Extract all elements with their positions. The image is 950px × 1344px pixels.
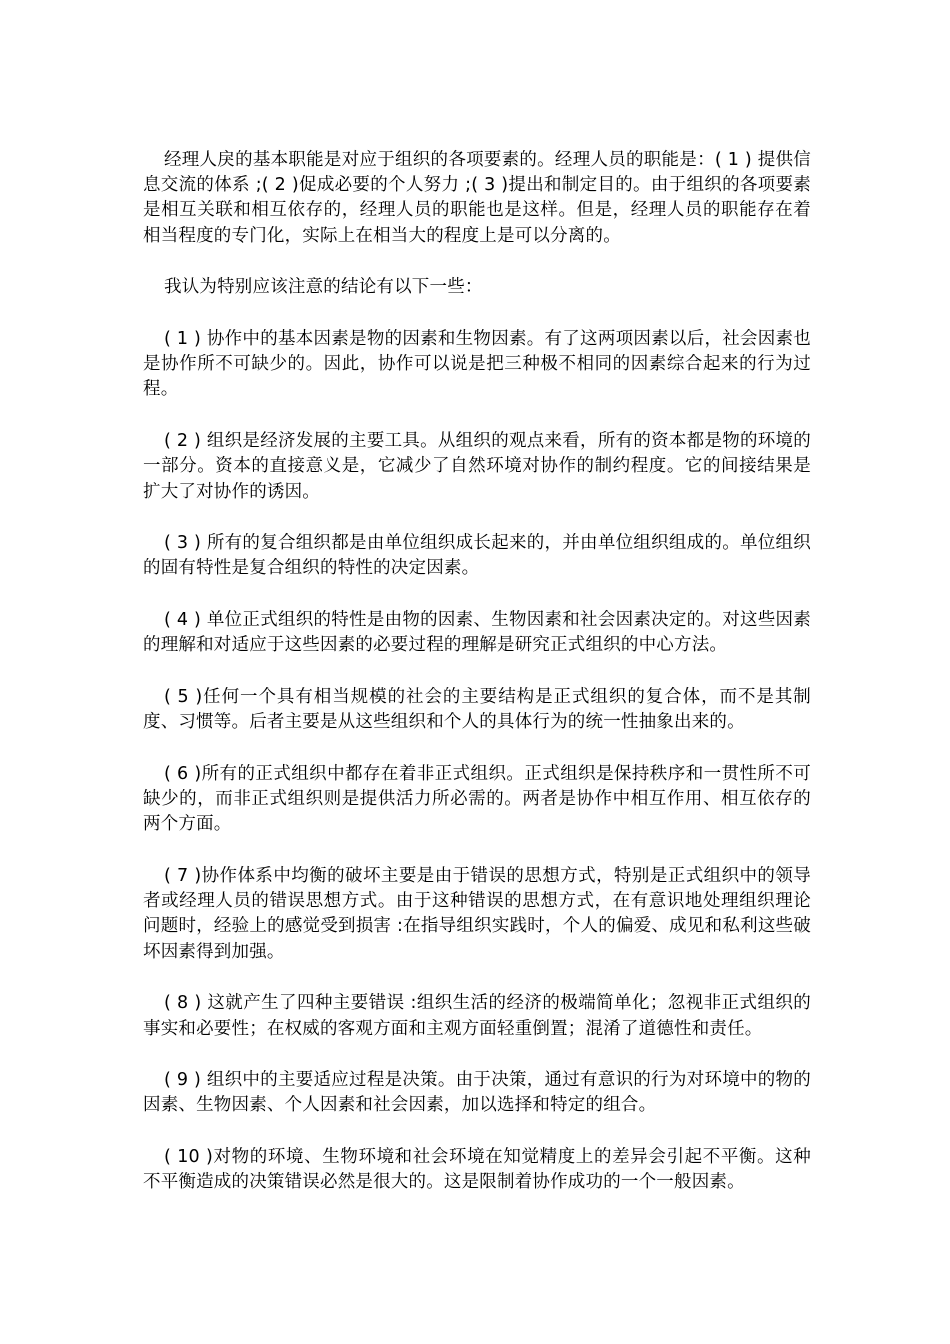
- paragraph-manager-functions: 经理人戾的基本职能是对应于组织的各项要素的。经理人员的职能是：( 1 ) 提供信息交流的体系 ;( 2 )促成必要的个人努力 ;( 3 )提出和制定目的。由于组织的各项要素是相互关联和相互依存的，经理人员的职能也是这样。但是，经理人员的职能存在着相当程度的专门化，实际上在相当大的程度上是可以分离的。: [143, 150, 811, 246]
- paragraph-conclusion-10: ( 10 )对物的环境、生物环境和社会环境在知觉精度上的差异会引起不平衡。这种不平衡造成的决策错误必然是很大的。这是限制着协作成功的一个一般因素。: [143, 1147, 811, 1193]
- paragraph-conclusion-7: ( 7 )协作体系中均衡的破坏主要是由于错误的思想方式，特别是正式组织中的领导者或经理人员的错误思想方式。由于这种错误的思想方式，在有意识地处理组织理论问题时，经验上的感觉受到损害 :在指导组织实践时，个人的偏爱、成见和私利这些破坏因素得到加强。: [143, 866, 811, 962]
- paragraph-conclusion-3: ( 3 ) 所有的复合组织都是由单位组织成长起来的，并由单位组织组成的。单位组织的固有特性是复合组织的特性的决定因素。: [143, 533, 811, 579]
- paragraph-conclusion-5: ( 5 )任何一个具有相当规模的社会的主要结构是正式组织的复合体，而不是其制度、习惯等。后者主要是从这些组织和个人的具体行为的统一性抽象出来的。: [143, 687, 811, 733]
- paragraph-conclusions-intro: 我认为特别应该注意的结论有以下一些：: [164, 277, 483, 298]
- paragraph-conclusion-6: ( 6 )所有的正式组织中都存在着非正式组织。正式组织是保持秩序和一贯性所不可缺少的，而非正式组织则是提供活力所必需的。两者是协作中相互作用、相互依存的两个方面。: [143, 763, 811, 835]
- paragraph-conclusion-8: ( 8 ) 这就产生了四种主要错误 :组织生活的经济的极端简单化；忽视非正式组织的事实和必要性；在权威的客观方面和主观方面轻重倒置；混淆了道德性和责任。: [143, 993, 811, 1039]
- document-page: [143, 148, 811, 1196]
- paragraph-conclusion-9: ( 9 ) 组织中的主要适应过程是决策。由于决策，通过有意识的行为对环境中的物的因素、生物因素、个人因素和社会因素，加以选择和特定的组合。: [143, 1070, 811, 1116]
- paragraph-conclusion-1: ( 1 ) 协作中的基本因素是物的因素和生物因素。有了这两项因素以后，社会因素也是协作所不可缺少的。因此，协作可以说是把三种极不相同的因素综合起来的行为过程。: [143, 329, 811, 400]
- paragraph-conclusion-4: ( 4 ) 单位正式组织的特性是由物的因素、生物因素和社会因素决定的。对这些因素的理解和对适应于这些因素的必要过程的理解是研究正式组织的中心方法。: [143, 610, 811, 656]
- paragraph-conclusion-2: ( 2 ) 组织是经济发展的主要工具。从组织的观点来看，所有的资本都是物的环境的一部分。资本的直接意义是，它减少了自然环境对协作的制约程度。它的间接结果是扩大了对协作的诱因。: [143, 431, 811, 502]
